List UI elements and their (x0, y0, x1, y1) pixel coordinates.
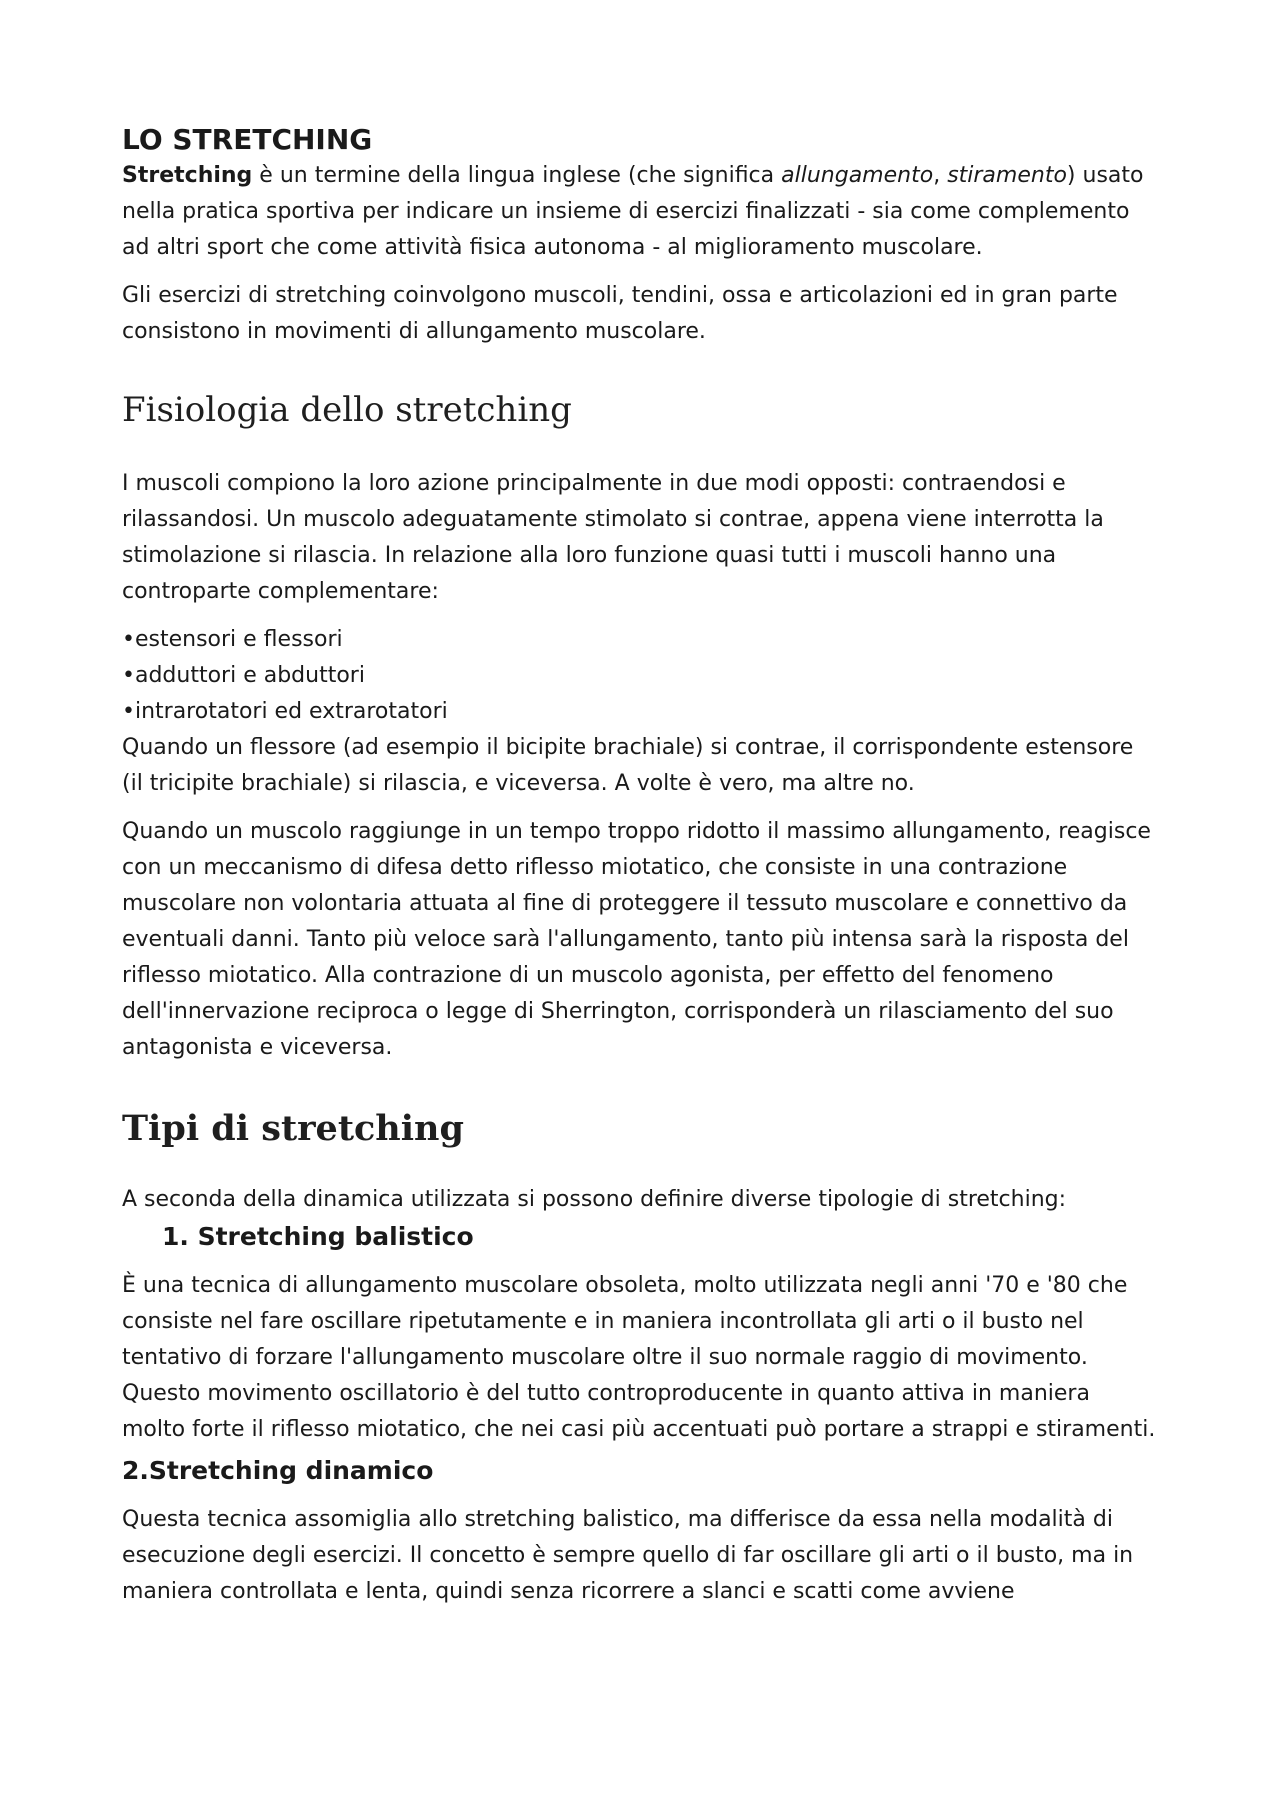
muscle-pairs-list (122, 622, 1160, 730)
intro-text-a: è un termine della lingua inglese (che significa (252, 163, 782, 188)
fisiologia-paragraph-2: Quando un flessore (ad esempio il bicipite brachiale) si contrae, il corrispondente estensore (il tricipite brachiale) si rilascia, e viceversa. A volte è vero, ma altre no. (122, 735, 1134, 796)
heading-fisiologia: Fisiologia dello stretching (122, 390, 572, 430)
heading-stretching-dinamico: 2.Stretching dinamico (122, 1456, 434, 1485)
intro-paragraph-2: Gli esercizi di stretching coinvolgono muscoli, tendini, ossa e articolazioni ed in gran parte consistono in movimenti di allungamento muscolare. (122, 283, 1118, 344)
intro-term: Stretching (122, 163, 253, 188)
fisiologia-paragraph-3: Quando un muscolo raggiunge in un tempo troppo ridotto il massimo allungamento, reagisce con un meccanismo di difesa detto riflesso miotatico, che consiste in una contrazione muscolare non volontaria attuata al fine di proteggere il tessuto muscolare e connettivo da eventuali danni. Tanto più veloce sarà l'allungamento, tanto più intensa sarà la risposta del riflesso miotatico. Alla contrazione di un muscolo agonista, per effetto del fenomeno dell'innervazione reciproca o legge di Sherrington, corrisponderà un rilasciamento del suo antagonista e viceversa. (122, 819, 1151, 1060)
heading-tipi: Tipi di stretching (122, 1108, 464, 1149)
intro-italic-stiramento: stiramento (947, 163, 1067, 188)
dinamico-paragraph: Questa tecnica assomiglia allo stretching balistico, ma differisce da essa nella modalità di esecuzione degli esercizi. Il concetto è sempre quello di far oscillare gli arti o il busto, ma in maniera controllata e lenta, quindi senza ricorrere a slanci e scatti come avviene (122, 1507, 1134, 1604)
intro-text-b: ) usato nella pratica sportiva per indicare un insieme di esercizi finalizzati - sia come complemento ad altri sport che come attività fisica autonoma - al miglioramento muscolare. (122, 163, 1144, 260)
list-item: •intrarotatori ed extrarotatori (122, 699, 448, 724)
intro-paragraph (122, 158, 1160, 266)
list-item: •adduttori e abduttori (122, 663, 365, 688)
tipi-intro: A seconda della dinamica utilizzata si possono definire diverse tipologie di stretching: (122, 1187, 1067, 1212)
fisiologia-paragraph-1: I muscoli compiono la loro azione principalmente in due modi opposti: contraendosi e rilassandosi. Un muscolo adeguatamente stimolato si contrae, appena viene interrotta la stimolazione si rilascia. In relazione alla loro funzione quasi tutti i muscoli hanno una controparte complementare: (122, 471, 1104, 604)
intro-separator: , (933, 163, 948, 188)
intro-italic-allungamento: allungamento (781, 163, 934, 188)
list-item: •estensori e flessori (122, 627, 343, 652)
document-title: LO STRETCHING (122, 123, 373, 156)
heading-stretching-balistico: 1. Stretching balistico (162, 1222, 474, 1251)
balistico-paragraph: È una tecnica di allungamento muscolare obsoleta, molto utilizzata negli anni '70 e '80 che consiste nel fare oscillare ripetutamente e in maniera incontrollata gli arti o il busto nel tentativo di forzare l'allungamento muscolare oltre il suo normale raggio di movimento. Questo movimento oscillatorio è del tutto controproducente in quanto attiva in maniera molto forte il riflesso miotatico, che nei casi più accentuati può portare a strappi e stiramenti. (122, 1273, 1156, 1442)
